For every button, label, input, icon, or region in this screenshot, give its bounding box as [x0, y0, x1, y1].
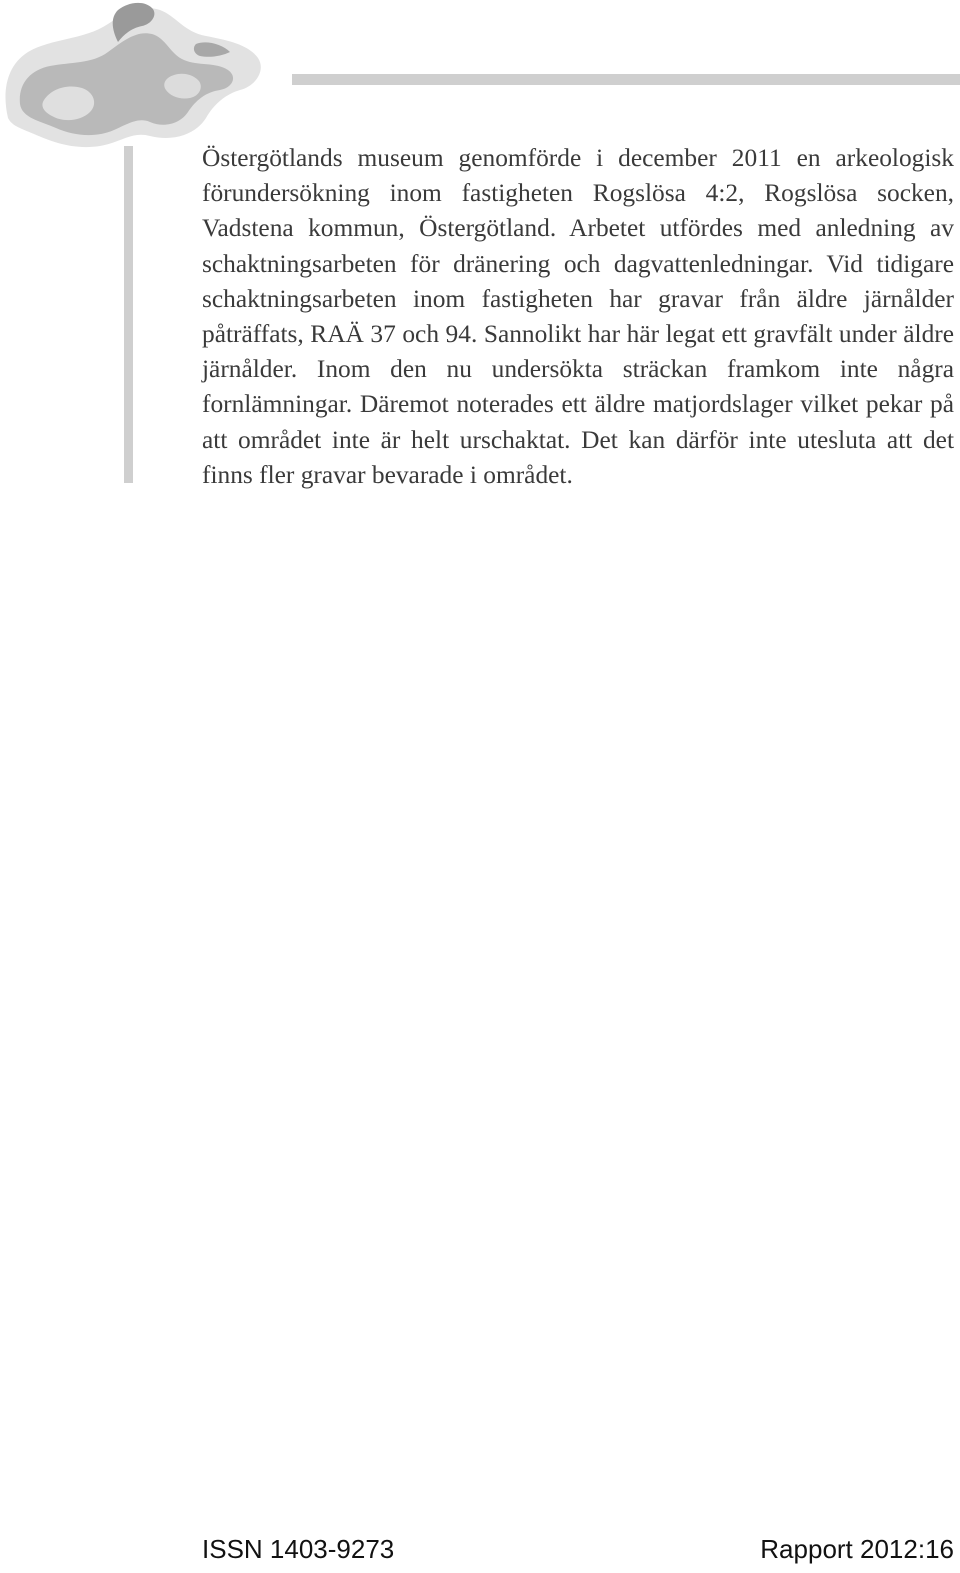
museum-logo-icon — [0, 0, 270, 150]
margin-rule — [124, 146, 133, 483]
header-rule — [292, 74, 960, 85]
report-number: Rapport 2012:16 — [760, 1534, 954, 1564]
issn-number: ISSN 1403-9273 — [202, 1534, 395, 1564]
page-footer — [202, 1533, 954, 1565]
abstract-paragraph: Östergötlands museum genomförde i december 2011 en arkeologisk förundersökning inom fastigheten Rogslösa 4:2, Rogslösa socken, Vadstena kommun, Östergötland. Arbetet utfördes med anledning av schaktningsarbeten för dränering och dagvattenledningar. Vid tidigare schaktningsarbeten inom fastigheten har gravar från äldre järnålder påträffats, RAÄ 37 och 94. Sannolikt har här legat ett gravfält under äldre järnålder. Inom den nu undersökta sträckan framkom inte några fornlämningar. Däremot noterades ett äldre matjordslager vilket pekar på att området inte är helt urschaktat. Det kan därför inte utesluta att det finns fler gravar bevarade i området. — [202, 144, 954, 489]
